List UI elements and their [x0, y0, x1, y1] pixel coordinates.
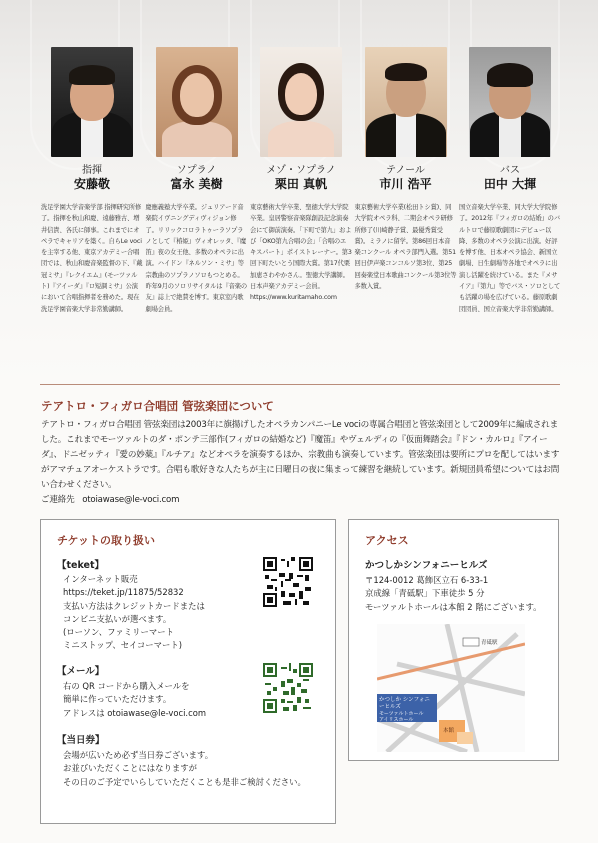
- teket-heading: 【teket】: [57, 560, 105, 571]
- door-ticket-line: お並びいただくことにはなりますが: [63, 763, 197, 774]
- mail-line: 右の QR コードから購入メールを: [63, 681, 190, 691]
- door-ticket-info: [63, 749, 306, 789]
- performer-photo: [51, 47, 133, 157]
- access-address: 〒124-0012 葛飾区立石 6-33-1: [365, 575, 489, 585]
- access-floor: モーツァルトホールは本館 2 階にございます。: [365, 601, 542, 612]
- performer-bio: 東京藝術大学卒業、聖徳大学大学院卒業。皇居警察音楽隊創設記念演奏会にて御前演奏。「下町で第九」および「OKO第九合唱の会」「合唱のエキスパート」ポイストレーナー。第3回下町たいとう国際大賞。第17代栗加恵さわやかさん。聖徳大学講師。日本声楽アカデミー会員。https://www.kuritamaho.com: [250, 204, 352, 302]
- map-hall1-label: モーツァルトホール: [379, 711, 424, 717]
- contact-label: ご連絡先: [41, 495, 75, 505]
- access-info: [365, 574, 542, 614]
- door-ticket-line: その日のご予定でいらしていただくことも是非ご検討ください。: [63, 776, 306, 787]
- teket-info: [63, 573, 205, 653]
- map-venue-label: かつしか シンフォニーヒルズ: [379, 697, 430, 710]
- mail-line: 簡単に作っていただけます。: [63, 694, 172, 705]
- ticket-title: チケットの取り扱い: [57, 534, 156, 547]
- performer-card: [459, 47, 561, 315]
- performer-bio: 国立音楽大学卒業、同大学大学院修了。2012年『フィガロの結婚』のバルトロで藤原歌劇団にデビュー以降、多数のオペラ公演に出演。好評を博す他、日本オペラ協会、新国立劇場、日生劇場等各地でオペラに出演し活躍を続けている。また『メサイア』『第九』等でバス・ソロとしても活躍の場を広げている。藤原歌劇団団員、国立音楽大学非常勤講師。: [459, 204, 561, 313]
- performer-bio: 慶應義塾大学卒業。ジュリアード音楽院イヴニングディヴィジョン修了。リリックコロラトゥーラソプラノとして『椿姫』ヴィオレッタ、『魔笛』夜の女王他、多数のオペラに出演。ハイドン『ネルソン・ミサ』等宗教曲のソプラノソロもつとめる。昨年9月のソロリサイタルは『音楽の友』誌上で絶賛を博す。東京室内歌劇場会員。: [145, 204, 248, 313]
- performer-photo: [260, 47, 342, 157]
- venue-name: かつしかシンフォニーヒルズ: [365, 560, 488, 571]
- teket-url-link[interactable]: https://teket.jp/11875/52832: [63, 587, 184, 598]
- teket-line: コンビニ支払いが選べます。: [63, 613, 172, 624]
- section-divider: [40, 384, 560, 385]
- teket-line: インターネット販売: [63, 574, 138, 584]
- performer-bio: 洗足学園大学音楽学部 指揮研究所修了。指揮を秋山和慶、遠藤雅古、増井信貴、各氏に師事。これまでにオペラでキャリアを築く。自らLe vociを主宰する他、東京アカデミー合唱団では、秋山和慶音楽監督の下、『戴冠ミサ』『レクイエム』(モーツァルト)『アイーダ』『ロ短調ミサ』公演において合唱指揮者を務めた。現在洗足学園音楽大学非常勤講師。: [41, 204, 143, 313]
- about-text: テアトロ・フィガロ合唱団 管弦楽団は2003年に旗揚げしたオペラカンパニーLe vociの専属合唱団と管弦楽団として2009年に編成されました。これまでモーツァルトのダ・ポンテ三部作(フィガロの結婚など)『魔笛』やヴェルディの『仮面舞踏会』『ドン・カルロ』『アイーダ』、ドニゼッティ『愛の妙薬』『ルチア』などオペラを演奏するほか、宗教曲も演奏しています。管弦楽団は要所にプロを配してはいますがアマチュアオーケストラです。合唱も歌好きな人たちが主に日曜日の夜に集まって練習を継続しています。新規団員希望についてはお問い合わせください。: [41, 420, 560, 490]
- performer-card: [146, 47, 248, 315]
- performer-card: [41, 47, 143, 315]
- mail-line: アドレスは otoiawase@le-voci.com: [63, 707, 206, 718]
- access-station: 京成線「青砥駅」下車徒歩 5 分: [365, 588, 485, 599]
- performer-role: メゾ・ソプラノ: [266, 165, 336, 176]
- teket-line: (ローソン、ファミリーマート: [63, 627, 174, 638]
- performer-card: [355, 47, 457, 315]
- contact-email-link[interactable]: otoiawase@le-voci.com: [82, 495, 180, 505]
- performer-role: 指揮: [82, 165, 102, 176]
- performer-name: 市川 浩平: [379, 177, 432, 191]
- map-hall2-label: アイリスホール: [379, 717, 414, 723]
- mail-info: [63, 680, 206, 720]
- performer-name: 栗田 真帆: [274, 177, 328, 191]
- performer-role: バス: [500, 165, 520, 176]
- teket-line: ミニストップ、セイコーマート): [63, 640, 183, 651]
- mail-qr-code[interactable]: [263, 663, 313, 713]
- performer-list: [41, 47, 561, 315]
- performer-card: [250, 47, 352, 315]
- performer-role: ソプラノ: [176, 165, 217, 176]
- about-title: テアトロ・フィガロ合唱団 管弦楽団について: [41, 399, 274, 413]
- door-ticket-line: 会場が広いため必ず当日券ございます。: [63, 750, 214, 760]
- map-building-label: 本館: [443, 728, 455, 734]
- performer-photo: [365, 47, 447, 157]
- map-station-label: 青砥駅: [481, 640, 498, 646]
- performer-name: 安藤敬: [73, 177, 110, 191]
- mail-heading: 【メール】: [57, 666, 105, 677]
- ticket-box: [40, 519, 336, 824]
- performer-photo: [156, 47, 238, 157]
- teket-line: 支払い方法はクレジットカードまたは: [63, 600, 205, 611]
- access-title: アクセス: [365, 534, 409, 547]
- access-map[interactable]: [377, 624, 525, 752]
- performer-name: 田中 大揮: [483, 177, 537, 191]
- about-body: [41, 418, 563, 508]
- teket-qr-code[interactable]: [263, 557, 313, 607]
- performer-bio: 東京藝術大学卒業(松田トシ賞)、同大学院オペラ科、二期会オペラ研修所修了(川崎静子賞、最優秀賞受賞)。ミラノに留学。第86回日本音楽コンクール オペラ部門入選。第51回日伊声楽コンコルソ第3位、第25回奏楽堂日本歌曲コンクール第3位等多数入賞。: [354, 204, 457, 291]
- performer-photo: [469, 47, 551, 157]
- access-box: [348, 519, 559, 761]
- performer-name: 富永 美樹: [170, 177, 223, 191]
- performer-role: テノール: [386, 165, 425, 176]
- door-ticket-heading: 【当日券】: [57, 735, 105, 746]
